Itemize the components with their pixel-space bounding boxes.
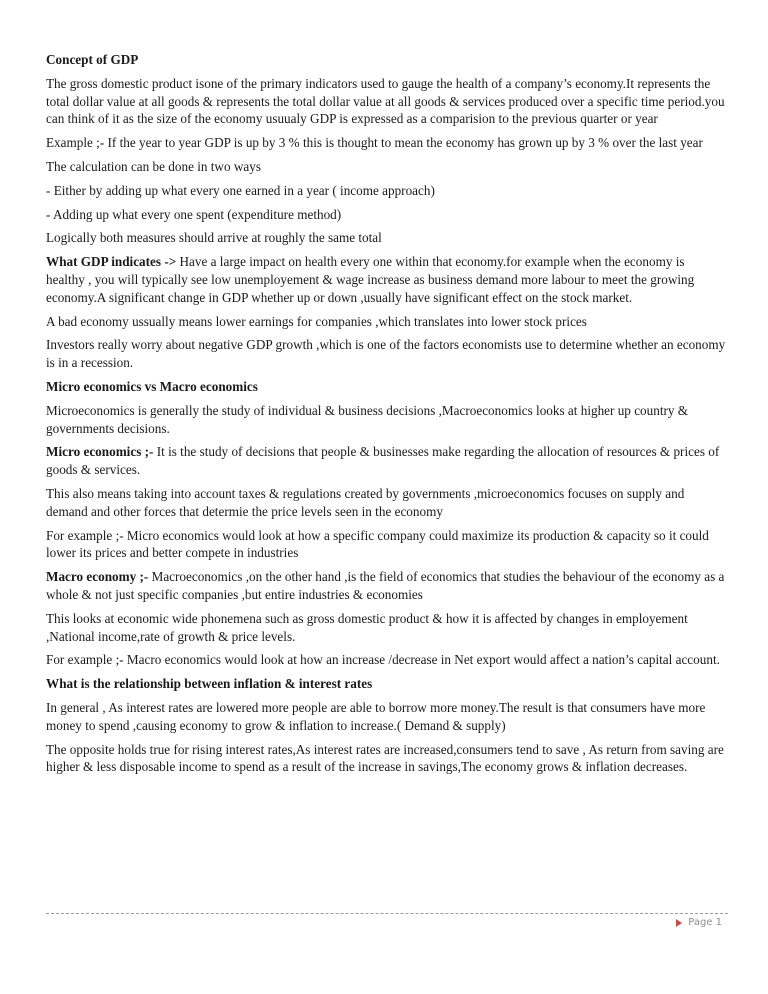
- document-body: [46, 51, 726, 782]
- paragraph: This also means taking into account taxes & regulations created by governments ,microeconomics focuses on supply and demand and other forces that determie the price levels seen in the economy: [46, 485, 685, 519]
- paragraph: [46, 568, 726, 604]
- paragraph: [46, 443, 726, 479]
- paragraph: Investors really worry about negative GDP growth ,which is one of the factors economists use to determine whether an economy is in a recession.: [46, 337, 726, 371]
- paragraph: Logically both measures should arrive at roughly the same total: [46, 230, 382, 246]
- paragraph: The calculation can be done in two ways: [46, 158, 261, 174]
- paragraph: This looks at economic wide phonemena such as gross domestic product & how it is affected by changes in employement ,National income,rate of growth & price levels.: [46, 610, 688, 644]
- paragraph: In general , As interest rates are lowered more people are able to borrow more money.The result is that consumers have more money to spend ,causing economy to grow & inflation to increase.( Demand & supply): [46, 699, 706, 733]
- paragraph-text: Have a large impact on health every one within that economy.for example when the economy is healthy , you will typically see low unemployement & wage increase as business demand more labour to meet the growing economy.A significant change in GDP whether up or down ,usually have significant effect on the stock market.: [46, 254, 695, 305]
- footer-divider: [46, 913, 728, 914]
- section-title-micro-macro: Micro economics vs Macro economics: [46, 378, 258, 394]
- inline-label: What GDP indicates ->: [46, 254, 177, 270]
- paragraph: The opposite holds true for rising interest rates,As interest rates are increased,consumers tend to save , As return from saving are higher & less disposable income to spend as a result of the increase in savings,The economy grows & inflation decreases.: [46, 741, 724, 775]
- page-number: Page 1: [688, 917, 722, 928]
- inline-label: Macro economy ;-: [46, 569, 149, 585]
- paragraph: Example ;- If the year to year GDP is up by 3 % this is thought to mean the economy has grown up by 3 % over the last year: [46, 135, 703, 151]
- paragraph: For example ;- Micro economics would look at how a specific company could maximize its production & capacity so it could lower its prices and better compete in industries: [46, 527, 709, 561]
- paragraph: Microeconomics is generally the study of individual & business decisions ,Macroeconomics looks at higher up country & governments decisions.: [46, 402, 689, 436]
- paragraph: [46, 253, 726, 306]
- paragraph: For example ;- Macro economics would look at how an increase /decrease in Net export would affect a nation’s capital account.: [46, 652, 720, 668]
- section-title-gdp: Concept of GDP: [46, 52, 139, 67]
- paragraph: A bad economy ussually means lower earnings for companies ,which translates into lower stock prices: [46, 313, 587, 329]
- paragraph-text: It is the study of decisions that people & businesses make regarding the allocation of resources & prices of goods & services.: [46, 444, 720, 478]
- inline-label: Micro economics ;-: [46, 444, 154, 460]
- page-footer: [676, 917, 722, 928]
- paragraph-text: Macroeconomics ,on the other hand ,is the field of economics that studies the behaviour of the economy as a whole & not just specific companies ,but entire industries & economies: [46, 569, 725, 602]
- paragraph: The gross domestic product isone of the primary indicators used to gauge the health of a company’s economy.It represents the total dollar value at all goods & represents the total dollar value at all goods & services produced over a specific time period.you can think of it as the size of the economy usuualy GDP is expressed as a comparision to the previous quarter or year: [46, 75, 725, 127]
- paragraph: - Either by adding up what every one earned in a year ( income approach): [46, 182, 435, 198]
- page-arrow-icon: [676, 919, 682, 927]
- section-title-inflation: What is the relationship between inflation & interest rates: [46, 676, 373, 692]
- paragraph: - Adding up what every one spent (expenditure method): [46, 206, 342, 222]
